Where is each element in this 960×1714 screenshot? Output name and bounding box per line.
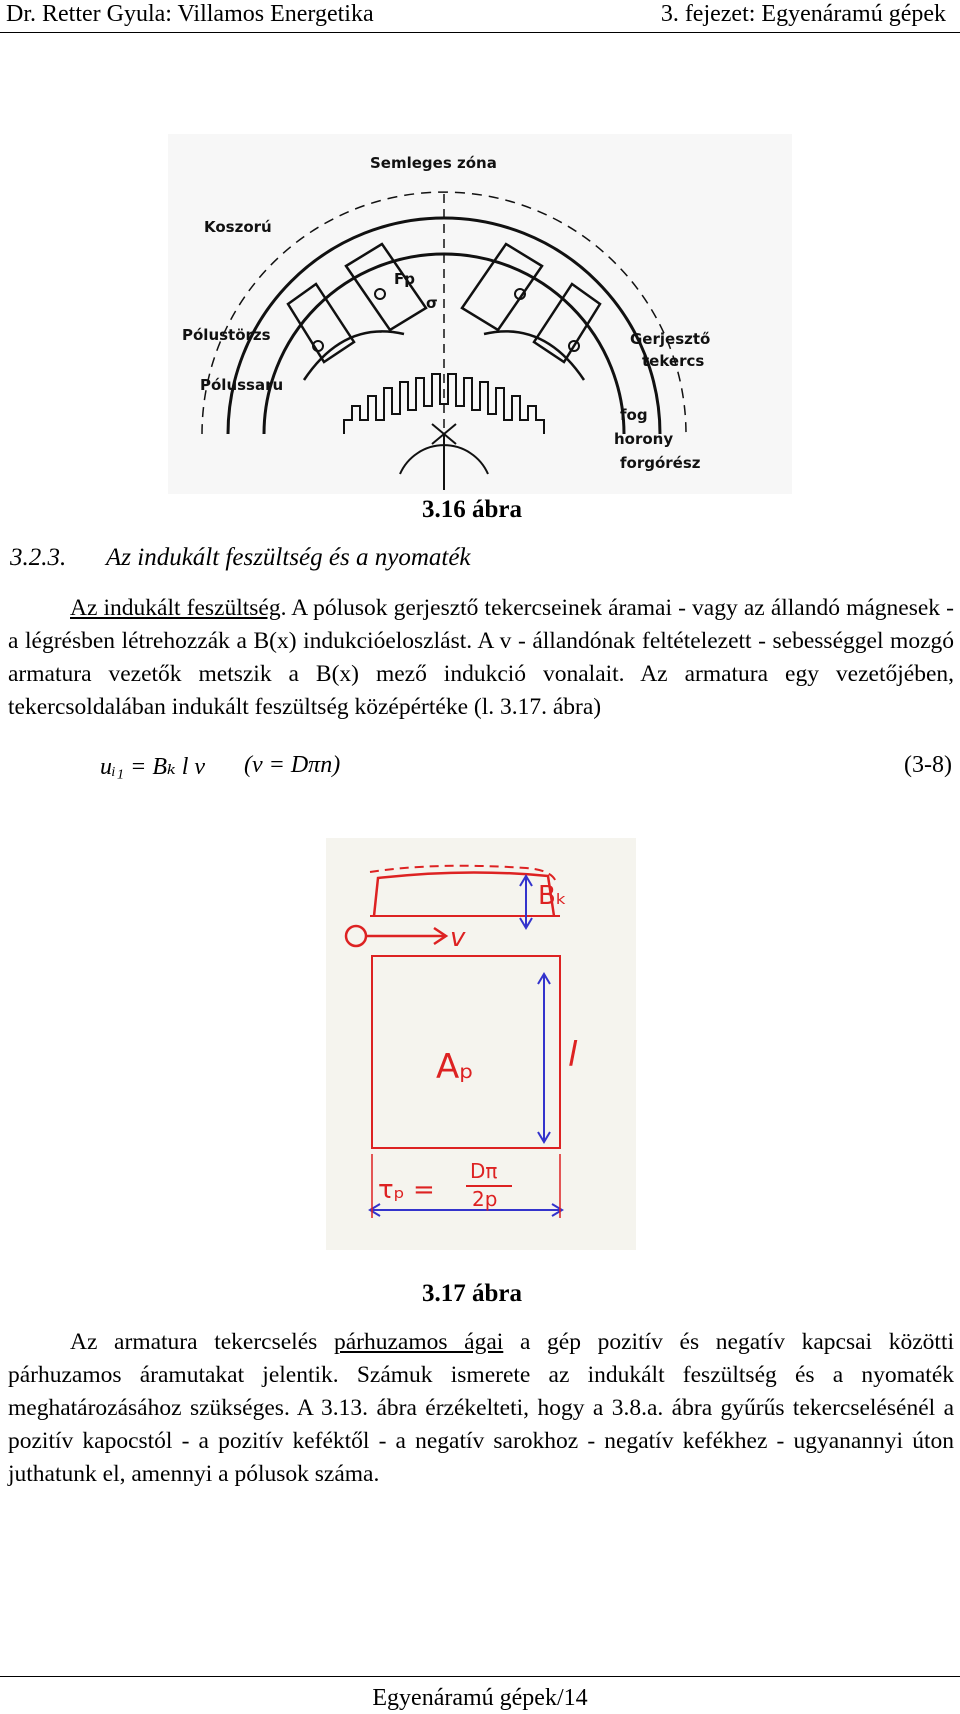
label-bk: Bₖ bbox=[538, 881, 567, 911]
label-gerjeszto: Gerjesztő bbox=[630, 330, 711, 348]
label-polustorzs: Pólustörzs bbox=[182, 326, 271, 344]
figure-caption-3-17: 3.17 ábra bbox=[422, 1280, 522, 1307]
paragraph2-before: Az armatura tekercselés bbox=[70, 1329, 334, 1355]
page-footer: Egyenáramú gépek/14 bbox=[0, 1676, 960, 1712]
label-polussaru: Pólussaru bbox=[200, 376, 284, 394]
equation-3-8 bbox=[0, 752, 960, 792]
label-tau: τₚ = bbox=[378, 1175, 435, 1205]
term-parallel-branches: párhuzamos ágai bbox=[333, 1329, 504, 1355]
label-tekercs: tekercs bbox=[642, 352, 705, 370]
term-induced-voltage: Az indukált feszültség bbox=[70, 595, 281, 621]
figure-machine-cross-section bbox=[168, 134, 792, 494]
label-l: l bbox=[568, 1035, 578, 1075]
page-header bbox=[0, 0, 960, 33]
equation-lhs: uᵢ₁ = Bₖ l v bbox=[100, 754, 206, 780]
label-ap: Aₚ bbox=[436, 1047, 474, 1087]
paragraph-parallel-paths bbox=[8, 1326, 954, 1491]
label-fog: fog bbox=[620, 406, 648, 424]
label-forgoresz: forgórész bbox=[620, 454, 701, 472]
label-tau-denominator: 2p bbox=[472, 1187, 498, 1211]
label-koszoru: Koszorú bbox=[204, 218, 272, 236]
figure-flux-area-sketch bbox=[326, 838, 636, 1250]
label-v: v bbox=[450, 923, 466, 953]
label-tau-numerator: Dπ bbox=[470, 1159, 498, 1183]
section-title: Az indukált feszültség és a nyomaték bbox=[106, 544, 471, 571]
label-horony: horony bbox=[614, 430, 674, 448]
figure-caption-3-16: 3.16 ábra bbox=[422, 496, 522, 523]
label-sigma: σ bbox=[426, 294, 438, 312]
label-fp: Fp bbox=[394, 270, 415, 288]
equation-number: (3-8) bbox=[904, 752, 952, 778]
paragraph2-after: a gép pozitív és negatív kapcsai közötti párhuzamos áramutakat jelentik. Számuk ismerete az indukált feszültség és a nyomaték meghatározásához szükséges. A 3.13. ábra érzékelteti, hogy a 3.8.a. ábra gyűrűs tekercselésénél a pozitív kapocstól - a pozitív keféktől - a negatív sarokhoz - negatív kefékhez - ugyanannyi úton juthatunk el, amennyi a pólusok száma. bbox=[8, 1329, 954, 1487]
paragraph-induced-voltage bbox=[8, 592, 954, 724]
paragraph1-text: . A pólusok gerjesztő tekercseinek áramai - vagy az állandó mágnesek - a légrésben létrehozzák a B(x) indukcióeloszlást. A v - állandónak feltételezett - sebességgel mozgó armatura vezetők metszik a B(x) mező indukció vonalait. Az armatura egy vezetőjében, tekercsoldalában indukált feszültség középértéke (l. 3.17. ábra) bbox=[8, 595, 954, 720]
section-number: 3.2.3. bbox=[10, 544, 67, 571]
header-chapter: 3. fejezet: Egyenáramú gépek bbox=[660, 1, 946, 27]
header-author-title: Dr. Retter Gyula: Villamos Energetika bbox=[6, 1, 374, 27]
label-semleges-zona: Semleges zóna bbox=[370, 154, 497, 172]
section-heading bbox=[10, 544, 471, 572]
equation-rhs: (v = Dπn) bbox=[244, 752, 341, 778]
